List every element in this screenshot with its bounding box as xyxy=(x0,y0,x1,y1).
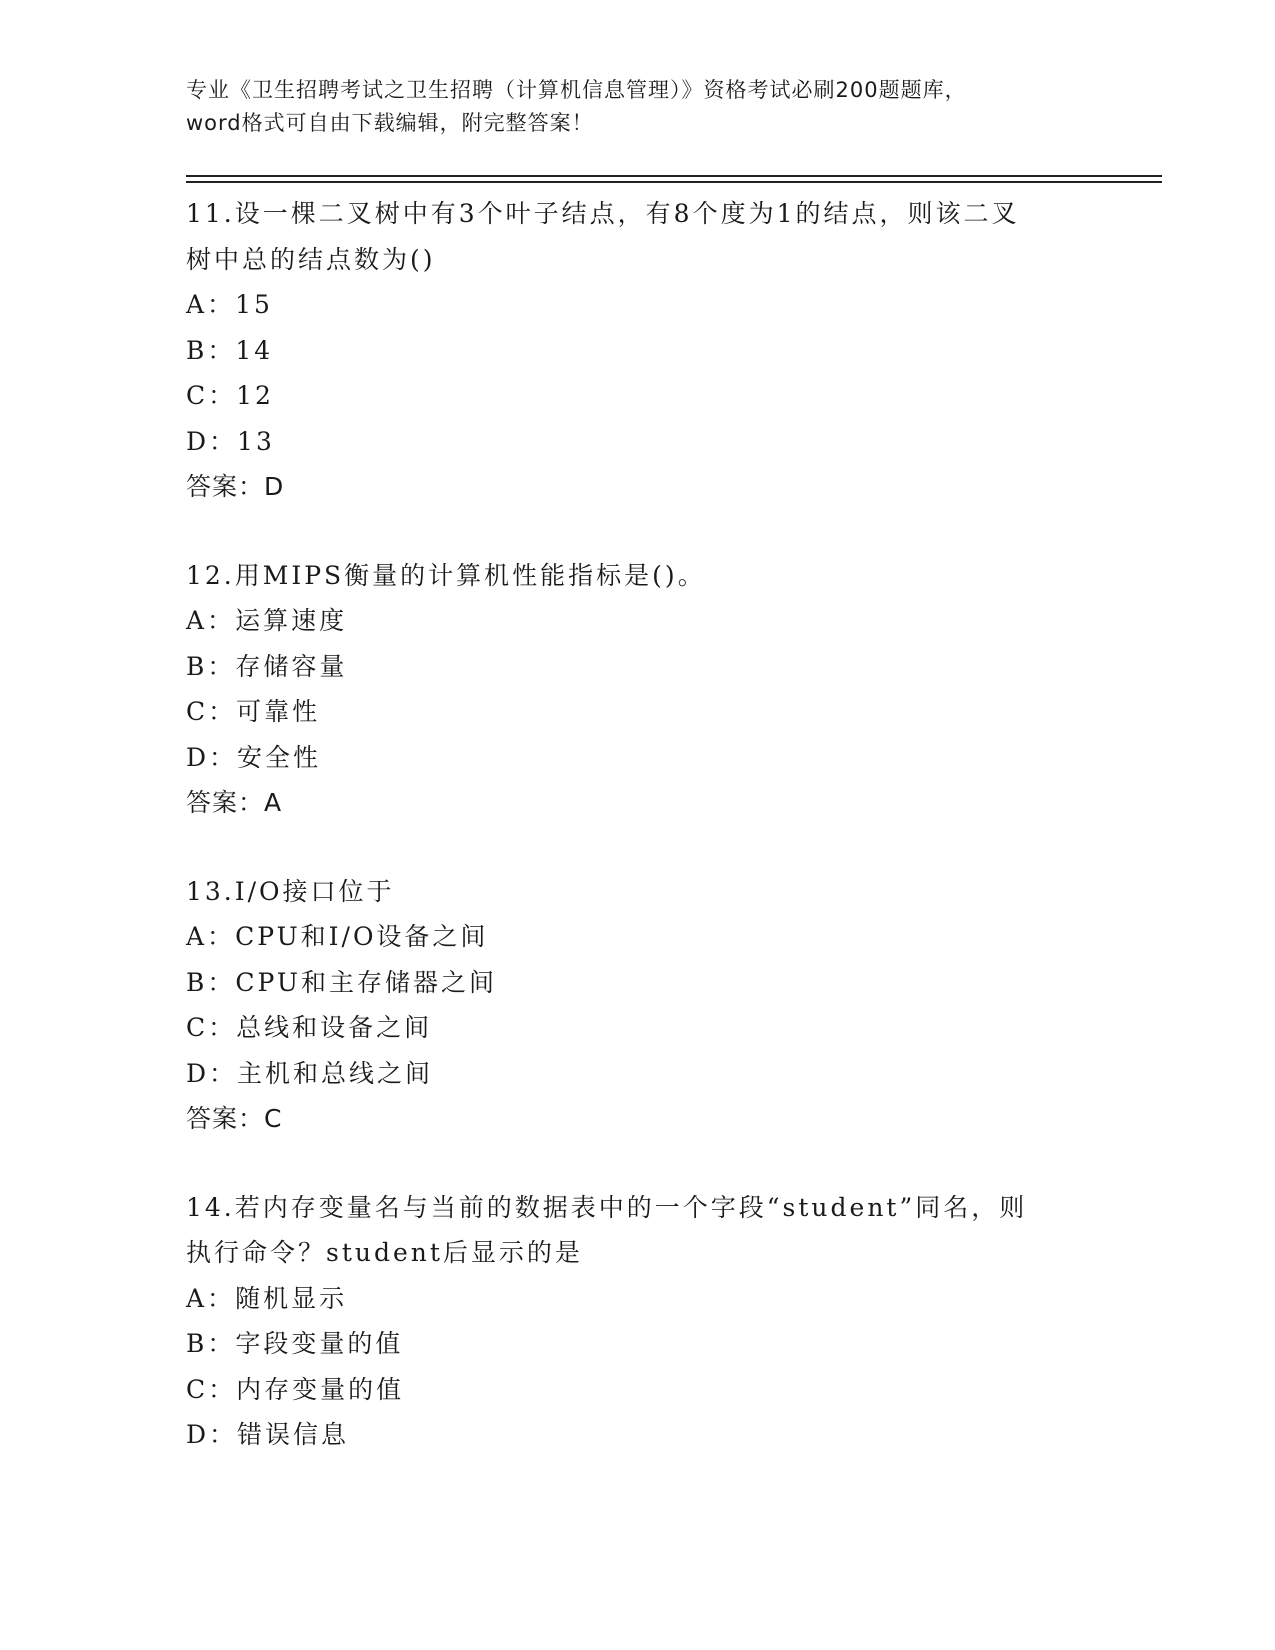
option-label: A： xyxy=(186,922,236,951)
option-d xyxy=(186,1051,1086,1097)
option-d xyxy=(186,735,1086,781)
option-text: 12 xyxy=(236,381,274,410)
option-text: 主机和总线之间 xyxy=(237,1058,434,1088)
option-c xyxy=(186,689,1086,735)
question-stem: 14.若内存变量名与当前的数据表中的一个字段“student”同名，则 xyxy=(186,1192,1028,1222)
option-label: B： xyxy=(186,967,236,997)
option-label: A： xyxy=(186,290,236,319)
option-c xyxy=(186,1005,1086,1051)
option-b xyxy=(186,644,1086,690)
option-label: D： xyxy=(186,1420,238,1449)
header-rule-bottom xyxy=(186,181,1162,183)
question-stem-continued: 树中总的结点数为() xyxy=(186,244,436,274)
header-line-1: 专业《卫生招聘考试之卫生招聘（计算机信息管理）》资格考试必刷200题题库， xyxy=(186,78,967,102)
option-a xyxy=(186,282,1086,328)
option-text: 总线和设备之间 xyxy=(236,1013,433,1042)
option-text: 错误信息 xyxy=(237,1420,350,1449)
option-label: D： xyxy=(186,426,238,456)
option-text: CPU和主存储器之间 xyxy=(235,967,497,997)
option-label: D： xyxy=(186,1058,238,1088)
option-a xyxy=(186,914,1086,960)
option-c xyxy=(186,373,1086,419)
option-a xyxy=(186,1276,1086,1322)
option-text: 14 xyxy=(235,335,274,365)
option-d xyxy=(186,1412,1086,1458)
option-text: 13 xyxy=(237,426,275,456)
question-stem: 11.设一棵二叉树中有3个叶子结点，有8个度为1的结点，则该二叉 xyxy=(186,199,1020,228)
option-label: A： xyxy=(186,606,236,635)
option-text: 安全性 xyxy=(237,742,322,772)
header-rule-top xyxy=(186,175,1162,177)
option-text: 运算速度 xyxy=(235,606,348,635)
option-label: C： xyxy=(186,697,237,726)
option-label: C： xyxy=(186,381,237,410)
option-label: C： xyxy=(186,1013,237,1042)
question-12 xyxy=(186,553,1086,826)
question-list xyxy=(186,191,1086,1501)
option-text: 随机显示 xyxy=(235,1283,348,1313)
question-stem: 12.用MIPS衡量的计算机性能指标是()。 xyxy=(186,560,706,590)
option-text: 15 xyxy=(235,290,273,319)
option-label: B： xyxy=(186,1329,236,1358)
question-stem-continued: 执行命令？student后显示的是 xyxy=(186,1238,583,1267)
answer-line: 答案：C xyxy=(186,1104,283,1133)
answer-line: 答案：D xyxy=(186,472,285,501)
option-label: C： xyxy=(186,1374,237,1404)
option-text: 存储容量 xyxy=(235,651,348,681)
option-label: B： xyxy=(186,335,236,365)
option-b xyxy=(186,1321,1086,1367)
option-text: 可靠性 xyxy=(236,697,321,726)
option-text: 字段变量的值 xyxy=(235,1329,404,1358)
option-b xyxy=(186,328,1086,374)
header-line-2: word格式可自由下载编辑，附完整答案！ xyxy=(186,111,594,135)
question-14 xyxy=(186,1185,1086,1458)
question-13 xyxy=(186,869,1086,1142)
option-a xyxy=(186,598,1086,644)
option-text: 内存变量的值 xyxy=(236,1374,405,1404)
document-header xyxy=(186,74,1086,140)
option-label: B： xyxy=(186,651,236,681)
option-label: D： xyxy=(186,742,238,772)
option-d xyxy=(186,419,1086,465)
answer-line: 答案：A xyxy=(186,788,283,817)
question-stem: 13.I/O接口位于 xyxy=(186,876,395,906)
option-text: CPU和I/O设备之间 xyxy=(235,922,489,951)
option-label: A： xyxy=(186,1283,236,1313)
option-b xyxy=(186,960,1086,1006)
option-c xyxy=(186,1367,1086,1413)
question-11 xyxy=(186,191,1086,510)
